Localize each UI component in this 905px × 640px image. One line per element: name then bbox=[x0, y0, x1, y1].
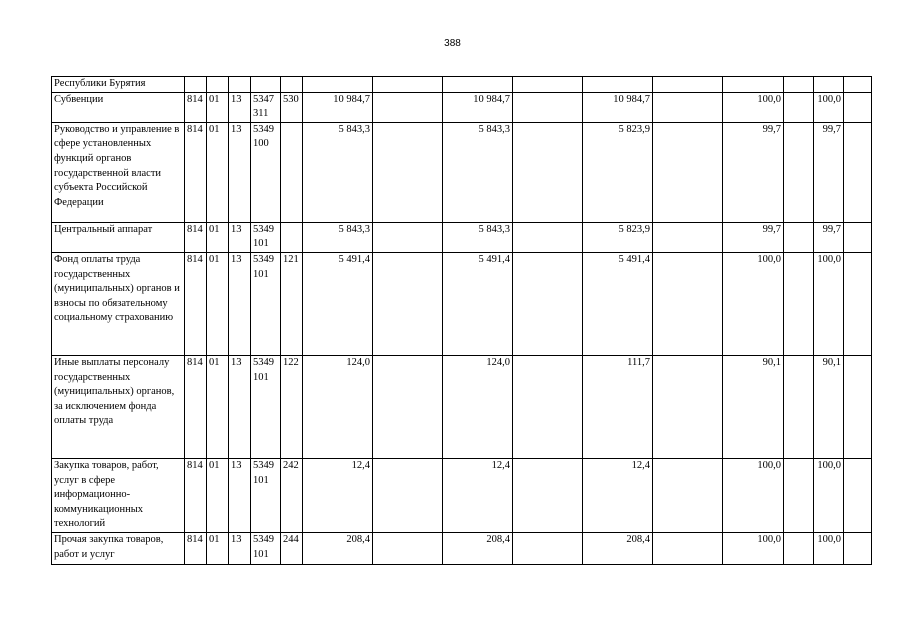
grbs-code-cell: 814 bbox=[185, 92, 207, 122]
expense-type-cell bbox=[281, 122, 303, 222]
section-code-cell: 01 bbox=[207, 532, 229, 564]
execution-percent-cell bbox=[723, 77, 784, 93]
empty-cell bbox=[653, 122, 723, 222]
table-row bbox=[52, 532, 872, 564]
expense-type-cell bbox=[281, 222, 303, 252]
planned-amount-cell: 208,4 bbox=[303, 532, 373, 564]
table-row bbox=[52, 222, 872, 252]
empty-cell bbox=[513, 458, 583, 532]
section-code-cell: 01 bbox=[207, 355, 229, 458]
row-name-cell: Прочая закупка товаров, работ и услуг bbox=[52, 532, 185, 564]
empty-cell bbox=[844, 222, 872, 252]
execution-percent-cell: 90,1 bbox=[723, 355, 784, 458]
empty-cell bbox=[373, 532, 443, 564]
execution-percent-adjusted-cell: 100,0 bbox=[814, 252, 844, 355]
subsection-code-cell: 13 bbox=[229, 122, 251, 222]
empty-cell bbox=[784, 222, 814, 252]
executed-amount-cell: 208,4 bbox=[583, 532, 653, 564]
execution-percent-adjusted-cell: 99,7 bbox=[814, 222, 844, 252]
expense-type-cell: 242 bbox=[281, 458, 303, 532]
subsection-code-cell: 13 bbox=[229, 355, 251, 458]
target-article-cell: 5349 101 bbox=[251, 458, 281, 532]
execution-percent-adjusted-cell: 99,7 bbox=[814, 122, 844, 222]
empty-cell bbox=[513, 122, 583, 222]
adjusted-amount-cell: 12,4 bbox=[443, 458, 513, 532]
empty-cell bbox=[653, 355, 723, 458]
empty-cell bbox=[373, 122, 443, 222]
table-row bbox=[52, 77, 872, 93]
adjusted-amount-cell: 10 984,7 bbox=[443, 92, 513, 122]
row-name-cell: Закупка товаров, работ, услуг в сфере информационно-коммуникационных технологий bbox=[52, 458, 185, 532]
execution-percent-adjusted-cell: 100,0 bbox=[814, 92, 844, 122]
execution-percent-cell: 99,7 bbox=[723, 222, 784, 252]
target-article-cell: 5349 100 bbox=[251, 122, 281, 222]
executed-amount-cell: 5 491,4 bbox=[583, 252, 653, 355]
adjusted-amount-cell: 5 843,3 bbox=[443, 122, 513, 222]
target-article-cell bbox=[251, 77, 281, 93]
expense-type-cell bbox=[281, 77, 303, 93]
expense-type-cell: 121 bbox=[281, 252, 303, 355]
table-row bbox=[52, 122, 872, 222]
grbs-code-cell: 814 bbox=[185, 532, 207, 564]
grbs-code-cell: 814 bbox=[185, 458, 207, 532]
planned-amount-cell bbox=[303, 77, 373, 93]
row-name-cell: Иные выплаты персоналу государственных (муниципальных) органов, за исключением фонда оплаты труда bbox=[52, 355, 185, 458]
planned-amount-cell: 5 843,3 bbox=[303, 222, 373, 252]
subsection-code-cell bbox=[229, 77, 251, 93]
empty-cell bbox=[784, 77, 814, 93]
empty-cell bbox=[784, 252, 814, 355]
grbs-code-cell: 814 bbox=[185, 355, 207, 458]
empty-cell bbox=[844, 252, 872, 355]
planned-amount-cell: 5 843,3 bbox=[303, 122, 373, 222]
section-code-cell: 01 bbox=[207, 252, 229, 355]
execution-percent-cell: 100,0 bbox=[723, 532, 784, 564]
empty-cell bbox=[784, 122, 814, 222]
row-name-cell: Руководство и управление в сфере установленных функций органов государственной власти субъекта Российской Федерации bbox=[52, 122, 185, 222]
empty-cell bbox=[653, 77, 723, 93]
executed-amount-cell: 10 984,7 bbox=[583, 92, 653, 122]
table-row bbox=[52, 355, 872, 458]
execution-percent-cell: 99,7 bbox=[723, 122, 784, 222]
execution-percent-cell: 100,0 bbox=[723, 458, 784, 532]
budget-table-body bbox=[52, 77, 872, 565]
empty-cell bbox=[844, 77, 872, 93]
executed-amount-cell: 5 823,9 bbox=[583, 122, 653, 222]
adjusted-amount-cell bbox=[443, 77, 513, 93]
planned-amount-cell: 12,4 bbox=[303, 458, 373, 532]
execution-percent-adjusted-cell: 90,1 bbox=[814, 355, 844, 458]
executed-amount-cell: 5 823,9 bbox=[583, 222, 653, 252]
empty-cell bbox=[844, 122, 872, 222]
grbs-code-cell bbox=[185, 77, 207, 93]
planned-amount-cell: 5 491,4 bbox=[303, 252, 373, 355]
grbs-code-cell: 814 bbox=[185, 222, 207, 252]
empty-cell bbox=[373, 252, 443, 355]
table-row bbox=[52, 252, 872, 355]
target-article-cell: 5349 101 bbox=[251, 222, 281, 252]
section-code-cell: 01 bbox=[207, 458, 229, 532]
empty-cell bbox=[653, 458, 723, 532]
empty-cell bbox=[373, 77, 443, 93]
empty-cell bbox=[513, 222, 583, 252]
row-name-cell: Субвенции bbox=[52, 92, 185, 122]
empty-cell bbox=[844, 458, 872, 532]
target-article-cell: 5349 101 bbox=[251, 252, 281, 355]
subsection-code-cell: 13 bbox=[229, 532, 251, 564]
target-article-cell: 5347 311 bbox=[251, 92, 281, 122]
planned-amount-cell: 124,0 bbox=[303, 355, 373, 458]
empty-cell bbox=[844, 92, 872, 122]
empty-cell bbox=[844, 532, 872, 564]
planned-amount-cell: 10 984,7 bbox=[303, 92, 373, 122]
subsection-code-cell: 13 bbox=[229, 252, 251, 355]
grbs-code-cell: 814 bbox=[185, 252, 207, 355]
row-name-cell: Фонд оплаты труда государственных (муниципальных) органов и взносы по обязательному социальному страхованию bbox=[52, 252, 185, 355]
executed-amount-cell: 111,7 bbox=[583, 355, 653, 458]
empty-cell bbox=[373, 458, 443, 532]
empty-cell bbox=[513, 252, 583, 355]
empty-cell bbox=[784, 532, 814, 564]
grbs-code-cell: 814 bbox=[185, 122, 207, 222]
empty-cell bbox=[653, 222, 723, 252]
page-number: 388 bbox=[444, 38, 461, 49]
subsection-code-cell: 13 bbox=[229, 458, 251, 532]
execution-percent-cell: 100,0 bbox=[723, 252, 784, 355]
empty-cell bbox=[373, 355, 443, 458]
empty-cell bbox=[513, 355, 583, 458]
empty-cell bbox=[373, 222, 443, 252]
row-name-cell: Республики Бурятия bbox=[52, 77, 185, 93]
expense-type-cell: 530 bbox=[281, 92, 303, 122]
executed-amount-cell bbox=[583, 77, 653, 93]
empty-cell bbox=[513, 77, 583, 93]
subsection-code-cell: 13 bbox=[229, 222, 251, 252]
executed-amount-cell: 12,4 bbox=[583, 458, 653, 532]
empty-cell bbox=[653, 252, 723, 355]
execution-percent-adjusted-cell: 100,0 bbox=[814, 532, 844, 564]
empty-cell bbox=[784, 458, 814, 532]
budget-table bbox=[51, 76, 872, 565]
adjusted-amount-cell: 5 843,3 bbox=[443, 222, 513, 252]
section-code-cell: 01 bbox=[207, 122, 229, 222]
target-article-cell: 5349 101 bbox=[251, 355, 281, 458]
adjusted-amount-cell: 124,0 bbox=[443, 355, 513, 458]
empty-cell bbox=[653, 92, 723, 122]
adjusted-amount-cell: 5 491,4 bbox=[443, 252, 513, 355]
empty-cell bbox=[653, 532, 723, 564]
section-code-cell: 01 bbox=[207, 222, 229, 252]
empty-cell bbox=[373, 92, 443, 122]
expense-type-cell: 122 bbox=[281, 355, 303, 458]
section-code-cell bbox=[207, 77, 229, 93]
execution-percent-adjusted-cell: 100,0 bbox=[814, 458, 844, 532]
empty-cell bbox=[784, 92, 814, 122]
row-name-cell: Центральный аппарат bbox=[52, 222, 185, 252]
execution-percent-cell: 100,0 bbox=[723, 92, 784, 122]
adjusted-amount-cell: 208,4 bbox=[443, 532, 513, 564]
expense-type-cell: 244 bbox=[281, 532, 303, 564]
table-row bbox=[52, 92, 872, 122]
table-row bbox=[52, 458, 872, 532]
target-article-cell: 5349 101 bbox=[251, 532, 281, 564]
empty-cell bbox=[513, 532, 583, 564]
empty-cell bbox=[513, 92, 583, 122]
execution-percent-adjusted-cell bbox=[814, 77, 844, 93]
empty-cell bbox=[784, 355, 814, 458]
section-code-cell: 01 bbox=[207, 92, 229, 122]
subsection-code-cell: 13 bbox=[229, 92, 251, 122]
empty-cell bbox=[844, 355, 872, 458]
